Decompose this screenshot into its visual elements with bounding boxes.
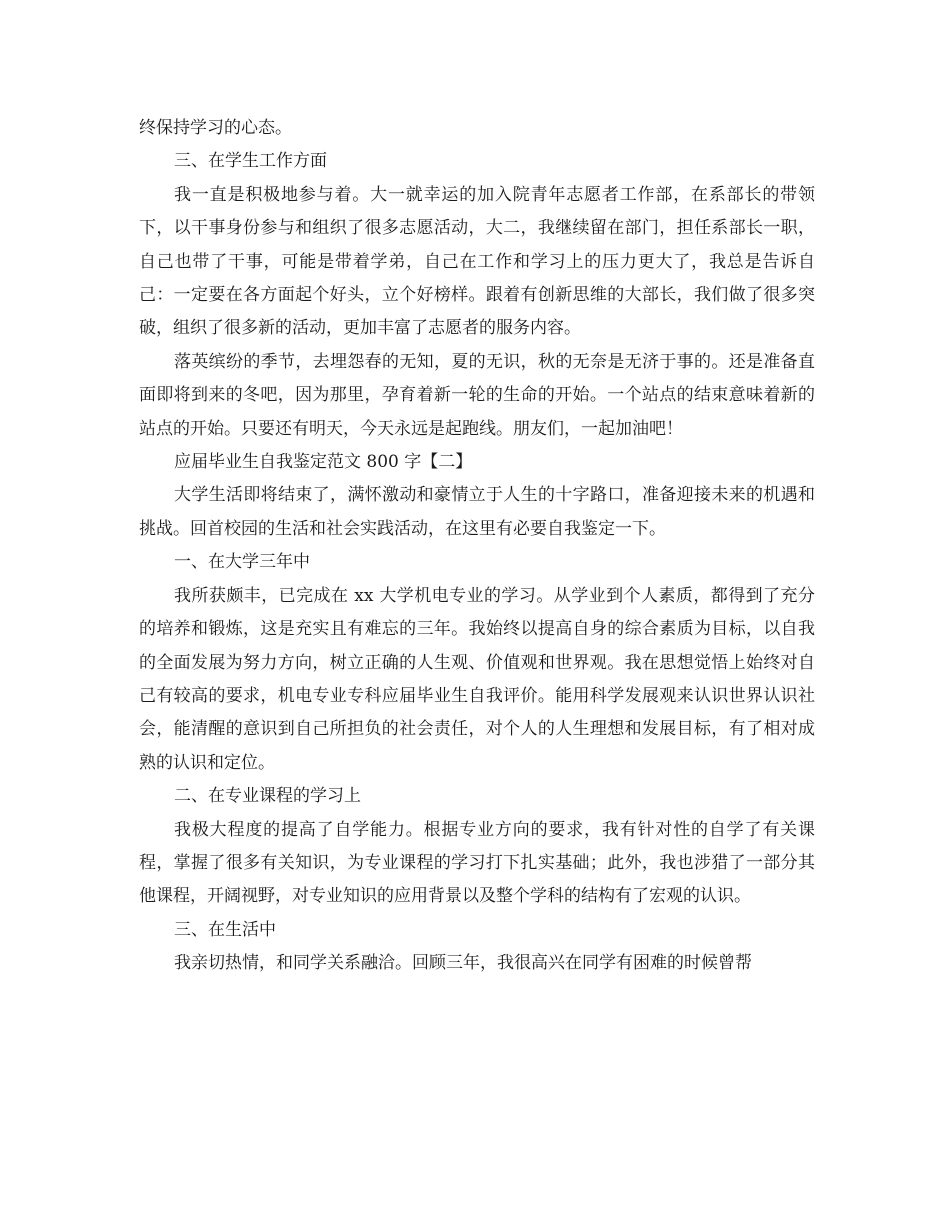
paragraph-seasons: 落英缤纷的季节，去埋怨春的无知，夏的无识，秋的无奈是无济于事的。还是准备直面即将到来的冬吧，因为那里，孕育着新一轮的生命的开始。一个站点的结束意味着新的站点的开始。只要还有明天，今天永远是起跑线。朋友们，一起加油吧！ <box>139 351 815 439</box>
paragraph-courses: 我极大程度的提高了自学能力。根据专业方向的要求，我有针对性的自学了有关课程，掌握了很多有关知识，为专业课程的学习打下扎实基础；此外，我也涉猎了一部分其他课程，开阔视野，对专业知识的应用背景以及整个学科的结构有了宏观的认识。 <box>139 819 815 907</box>
paragraph-intro: 大学生活即将结束了，满怀激动和豪情立于人生的十字路口，准备迎接未来的机遇和挑战。回首校园的生活和社会实践活动，在这里有必要自我鉴定一下。 <box>139 485 815 539</box>
paragraph-life: 我亲切热情，和同学关系融洽。回顾三年，我很高兴在同学有困难的时候曾帮 <box>174 953 752 974</box>
paragraph-three-years: 我所获颇丰，已完成在 xx 大学机电专业的学习。从学业到个人素质，都得到了充分的培养和锻炼，这是充实且有难忘的三年。我始终以提高自身的综合素质为目标，以自我的全面发展为努力方向，树立正确的人生观、价值观和世界观。我在思想觉悟上始终对自己有较高的要求，机电专业专科应届毕业生自我评价。能用科学发展观来认识世界认识社会，能清醒的意识到自己所担负的社会责任，对个人的人生理想和发展目标，有了相对成熟的认识和定位。 <box>139 585 815 773</box>
article-title-two: 应届毕业生自我鉴定范文 800 字【二】 <box>174 452 473 473</box>
section-heading-life: 三、在生活中 <box>174 919 276 940</box>
paragraph-student-work: 我一直是积极地参与着。大一就幸运的加入院青年志愿者工作部，在系部长的带领下，以干事身份参与和组织了很多志愿活动，大二，我继续留在部门，担任系部长一职，自己也带了干事，可能是带着学弟，自己在工作和学习上的压力更大了，我总是告诉自己：一定要在各方面起个好头，立个好榜样。跟着有创新思维的大部长，我们做了很多突破，组织了很多新的活动，更加丰富了志愿者的服务内容。 <box>139 184 815 339</box>
paragraph-continuation: 终保持学习的心态。 <box>139 118 292 138</box>
section-heading-courses: 二、在专业课程的学习上 <box>174 786 361 807</box>
section-heading-three-years: 一、在大学三年中 <box>174 552 310 573</box>
document-page <box>139 112 815 981</box>
section-heading-student-work: 三、在学生工作方面 <box>174 151 327 172</box>
